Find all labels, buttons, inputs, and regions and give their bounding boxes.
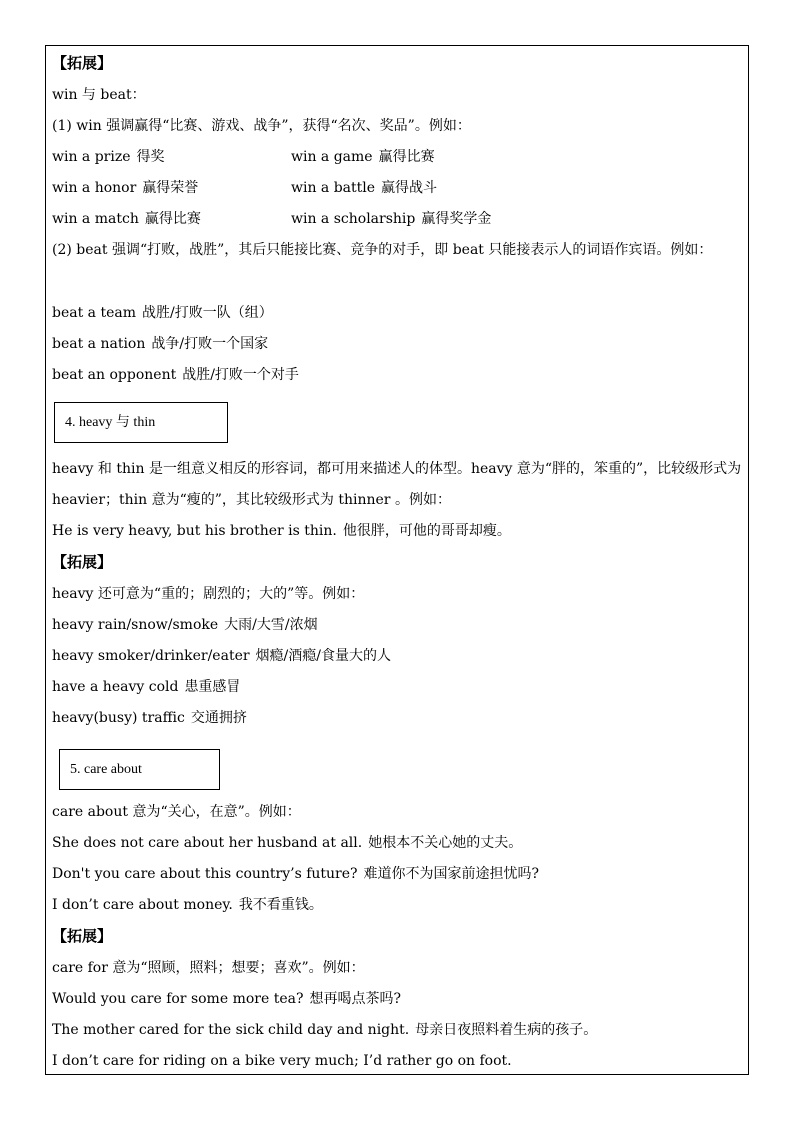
phrase-cn: 战争/打败一个国家 <box>151 336 269 352</box>
section-4-title-box <box>54 402 228 443</box>
care-about-intro: care about 意为“关心，在意”。例如： <box>52 804 301 820</box>
care-about-example <box>52 834 522 852</box>
phrase-en: have a heavy cold <box>52 679 179 695</box>
sentence-en: I don’t care for riding on a bike very much; I’d rather go on foot. <box>52 1053 512 1069</box>
phrase-en: heavy smoker/drinker/eater <box>52 648 250 664</box>
sentence-en: The mother cared for the sick child day and night. <box>52 1022 410 1038</box>
care-for-intro: care for 意为“照顾，照料；想要；喜欢”。例如： <box>52 960 365 976</box>
sentence-cn: 想再喝点茶吗? <box>309 991 401 1007</box>
win-pair-row <box>52 210 492 228</box>
care-for-example <box>52 1052 512 1070</box>
heavy-phrase <box>52 678 240 696</box>
phrase-en: win a scholarship <box>291 211 416 227</box>
phrase-cn: 得奖 <box>136 149 165 165</box>
win-pair-row <box>52 148 435 166</box>
phrase-en: win a match <box>52 211 139 227</box>
win-explanation: (1) win 强调赢得“比赛、游戏、战争”，获得“名次、奖品”。例如： <box>52 118 471 134</box>
phrase-en: beat an opponent <box>52 367 177 383</box>
phrase-cn: 患重感冒 <box>184 679 241 695</box>
sentence-cn: 我不看重钱。 <box>238 897 323 913</box>
sentence-en: She does not care about her husband at all. <box>52 835 363 851</box>
heavy-phrase <box>52 647 391 665</box>
phrase-cn: 赢得荣誉 <box>142 180 199 196</box>
phrase-cn: 战胜/打败一个对手 <box>182 367 299 383</box>
sentence-cn: 她根本不关心她的丈夫。 <box>368 835 523 851</box>
phrase-en: heavy(busy) traffic <box>52 710 185 726</box>
sentence-cn: 母亲日夜照料着生病的孩子。 <box>415 1022 598 1038</box>
phrase-cn: 烟瘾/酒瘾/食量大的人 <box>255 648 391 664</box>
phrase-en: win a battle <box>291 180 376 196</box>
win-beat-intro: win 与 beat： <box>52 87 146 103</box>
extension-heading: 【拓展】 <box>52 553 113 571</box>
phrase-cn: 赢得奖学金 <box>421 211 492 227</box>
section-5-title-box <box>59 749 220 790</box>
phrase-cn: 赢得比赛 <box>378 149 435 165</box>
beat-explanation: (2) beat 强调“打败，战胜”，其后只能接比赛、竞争的对手，即 beat 只能接表示人的词语作宾语。例如： <box>52 242 713 258</box>
phrase-cn: 赢得战斗 <box>381 180 438 196</box>
heavy-thin-explanation: heavy 和 thin 是一组意义相反的形容词，都可用来描述人的体型。heavy 意为“胖的，笨重的”，比较级形式为 heavier；thin 意为“瘦的”，其比较级形式为 thinner 。例如： <box>52 461 742 508</box>
phrase-en: win a game <box>291 149 373 165</box>
sentence-en: I don’t care about money. <box>52 897 233 913</box>
heavy-phrase <box>52 709 247 727</box>
phrase-en: win a prize <box>52 149 131 165</box>
care-about-example <box>52 896 323 914</box>
sentence-cn: 他很胖，可他的哥哥却瘦。 <box>342 523 511 539</box>
care-for-example <box>52 1021 597 1039</box>
heavy-example <box>52 522 511 540</box>
extension-heading: 【拓展】 <box>52 927 113 945</box>
care-for-example <box>52 990 401 1008</box>
beat-example <box>52 366 299 384</box>
heavy-extension-intro: heavy 还可意为“重的；剧烈的；大的”等。例如： <box>52 586 365 602</box>
care-about-example <box>52 865 539 883</box>
beat-example <box>52 335 268 353</box>
sentence-en: Don't you care about this country’s future? <box>52 866 358 882</box>
beat-example <box>52 304 273 322</box>
sentence-cn: 难道你不为国家前途担忧吗? <box>363 866 540 882</box>
extension-heading: 【拓展】 <box>52 54 113 72</box>
section-4-title: 4. heavy 与 thin <box>65 414 156 430</box>
phrase-en: heavy rain/snow/smoke <box>52 617 219 633</box>
phrase-cn: 大雨/大雪/浓烟 <box>224 617 318 633</box>
section-5-title: 5. care about <box>70 761 142 777</box>
phrase-en: beat a nation <box>52 336 146 352</box>
phrase-cn: 交通拥挤 <box>190 710 247 726</box>
sentence-en: He is very heavy, but his brother is thin. <box>52 523 337 539</box>
heavy-phrase <box>52 616 318 634</box>
content-frame <box>45 45 749 1075</box>
win-pair-row <box>52 179 438 197</box>
phrase-en: beat a team <box>52 305 136 321</box>
phrase-cn: 赢得比赛 <box>144 211 201 227</box>
phrase-cn: 战胜/打败一队（组） <box>142 305 273 321</box>
sentence-en: Would you care for some more tea? <box>52 991 304 1007</box>
phrase-en: win a honor <box>52 180 137 196</box>
